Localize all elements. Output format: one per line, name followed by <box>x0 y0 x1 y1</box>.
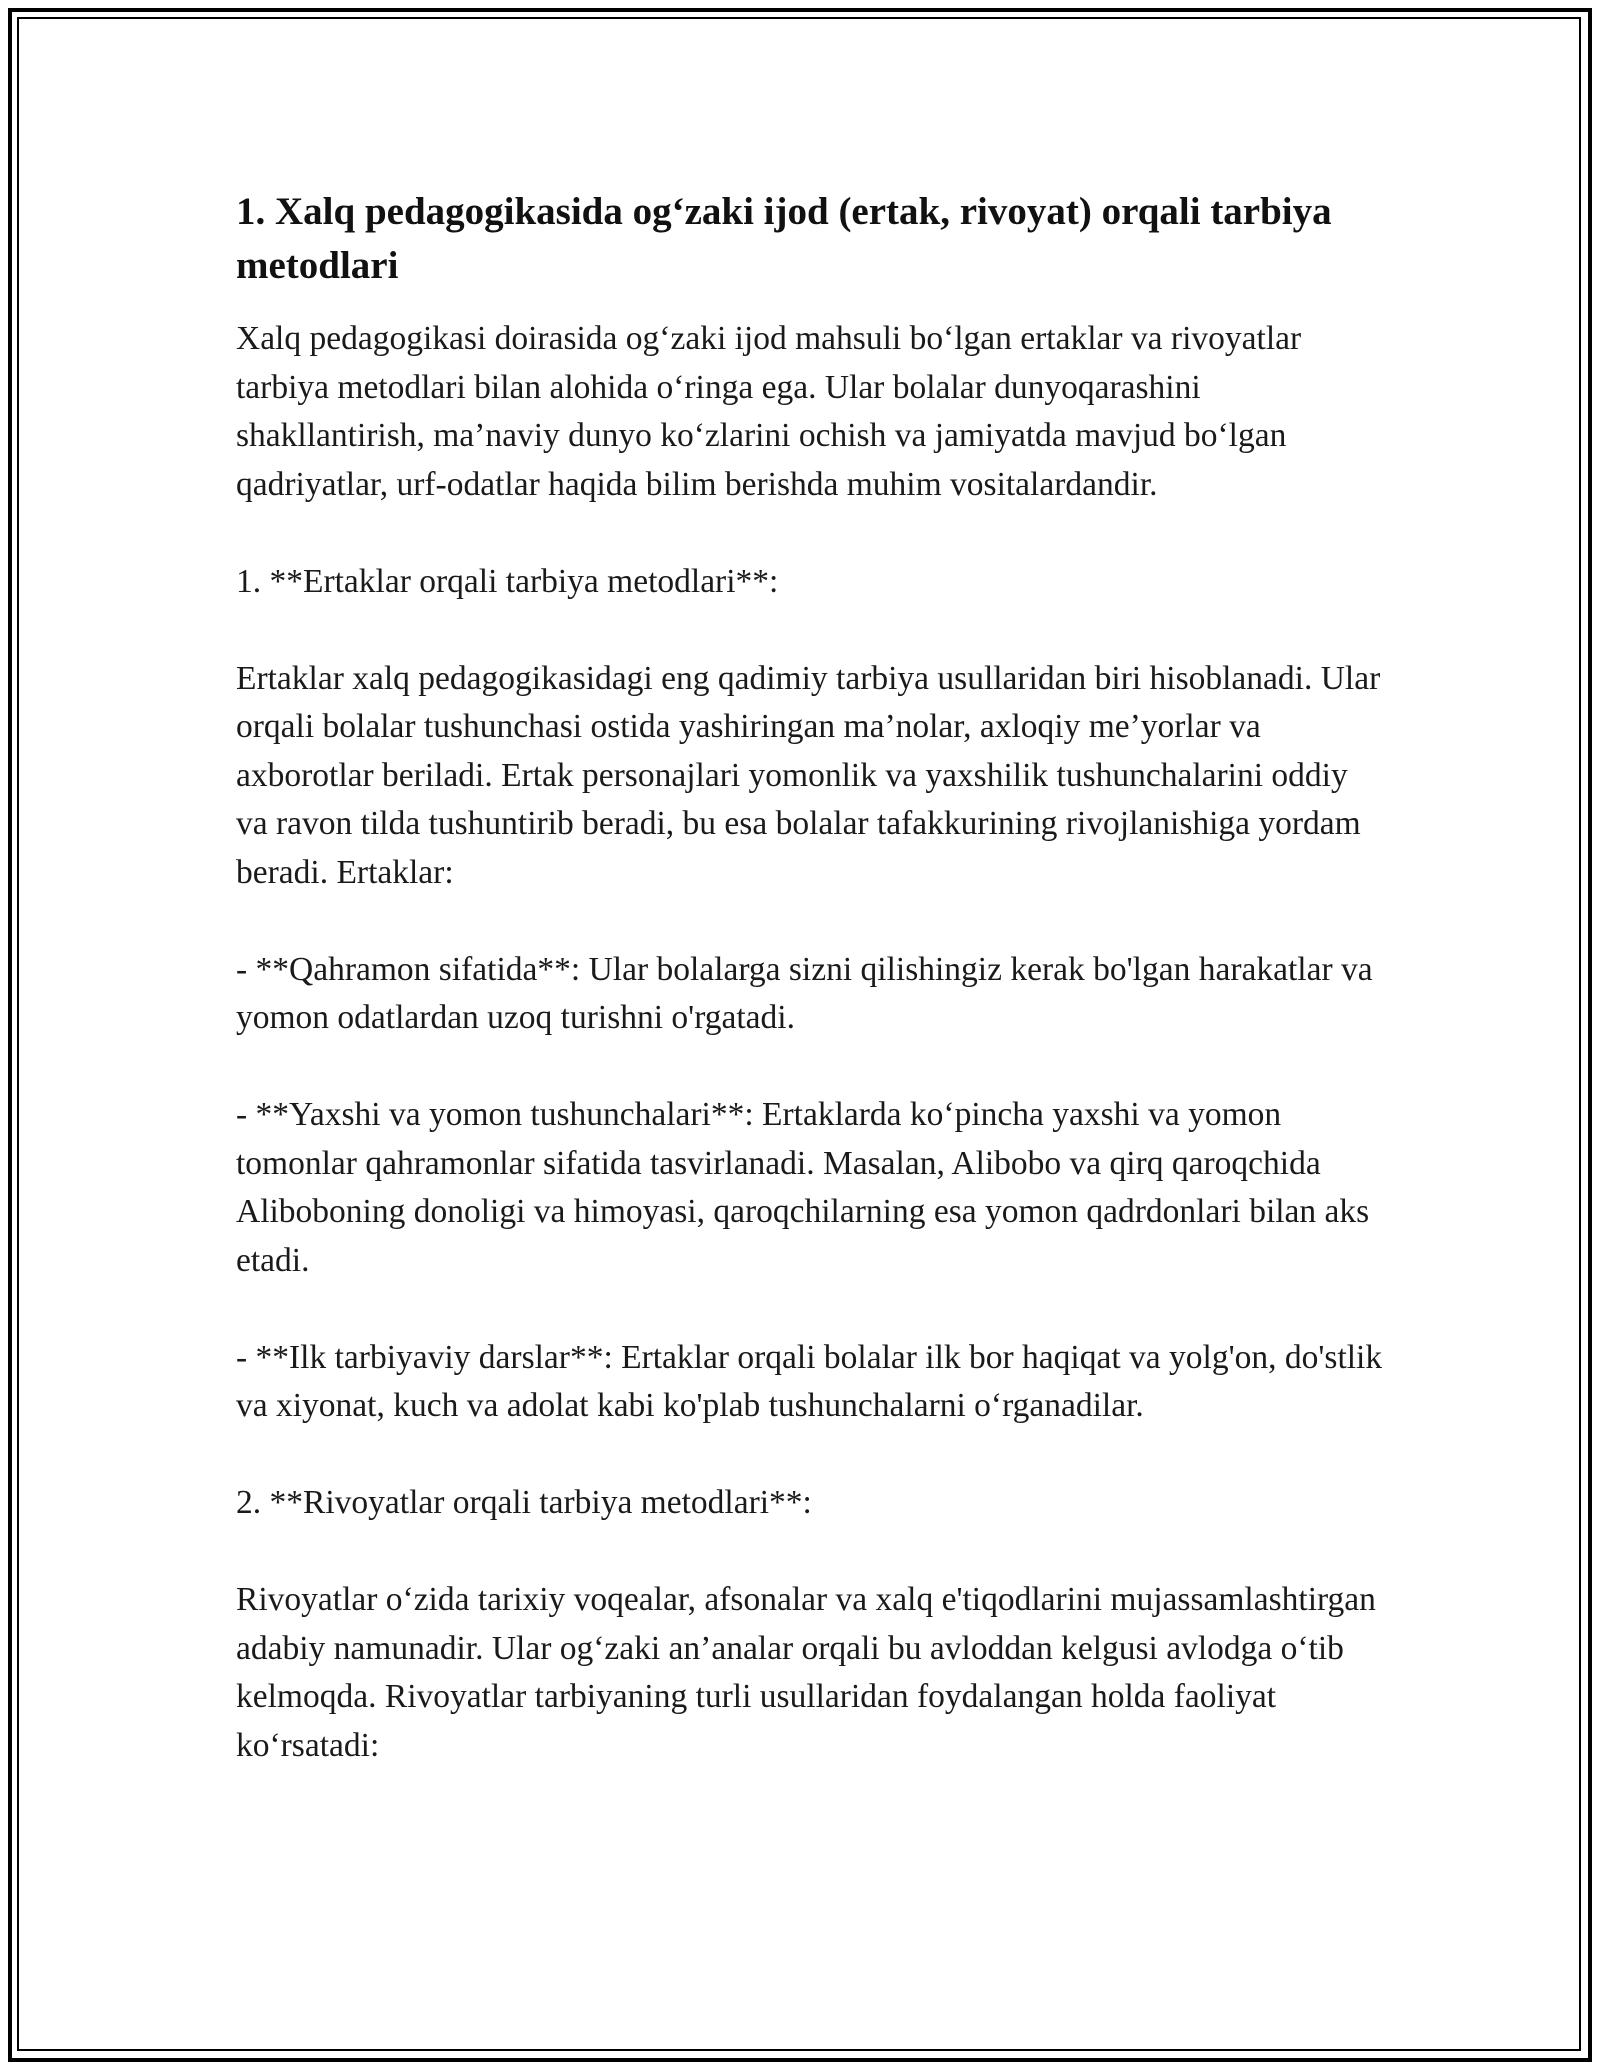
ertaklar-paragraph: Ertaklar xalq pedagogikasidagi eng qadimiy tarbiya usullaridan biri hisoblanadi. Ular orqali bolalar tushunchasi ostida yashiringan ma’nolar, axloqiy me’yorlar va axborotlar beriladi. Ertak personajlari yomonlik va yaxshilik tushunchalarini oddiy va ravon tilda tushuntirib beradi, bu esa bolalar tafakkurining rivojlanishiga yordam beradi. Ertaklar: <box>236 659 1381 891</box>
list-item-ilk-darslar: - **Ilk tarbiyaviy darslar**: Ertaklar orqali bolalar ilk bor haqiqat va yolg'on, do'stlik va xiyonat, kuch va adolat kabi ko'plab tushunchalarni o‘rganadilar. <box>236 1338 1383 1424</box>
section-heading-rivoyatlar: 2. **Rivoyatlar orqali tarbiya metodlari**: <box>236 1484 812 1521</box>
document-title: 1. Xalq pedagogikasida og‘zaki ijod (ertak, rivoyat) orqali tarbiya metodlari <box>236 190 1332 287</box>
list-item-yaxshi-yomon: - **Yaxshi va yomon tushunchalari**: Ertaklarda ko‘pincha yaxshi va yomon tomonlar qahramonlar sifatida tasvirlanadi. Masalan, Alibobo va qirq qaroqchida Aliboboning donoligi va himoyasi, qaroqchilarning esa yomon qadrdonlari bilan aks etadi. <box>236 1096 1370 1279</box>
list-item-qahramon: - **Qahramon sifatida**: Ular bolalarga sizni qilishingiz kerak bo'lgan harakatlar va yomon odatlardan uzoq turishni o'rgatadi. <box>236 950 1373 1036</box>
section-heading-ertaklar: 1. **Ertaklar orqali tarbiya metodlari**: <box>236 562 779 600</box>
intro-paragraph: Xalq pedagogikasi doirasida og‘zaki ijod mahsuli bo‘lgan ertaklar va rivoyatlar tarbiya metodlari bilan alohida o‘ringa ega. Ular bolalar dunyoqarashini shakllantirish, ma’naviy dunyo ko‘zlarini ochish va jamiyatda mavjud bo‘lgan qadriyatlar, urf-odatlar haqida bilim berishda muhim vositalardandir. <box>236 320 1302 503</box>
rivoyatlar-paragraph: Rivoyatlar o‘zida tarixiy voqealar, afsonalar va xalq e'tiqodlarini mujassamlashtirgan adabiy namunadir. Ular og‘zaki an’analar orqali bu avloddan kelgusi avlodga o‘tib kelmoqda. Rivoyatlar tarbiyaning turli usullaridan foydalangan holda faoliyat ko‘rsatadi: <box>236 1581 1376 1764</box>
document-body <box>236 185 1386 1770</box>
